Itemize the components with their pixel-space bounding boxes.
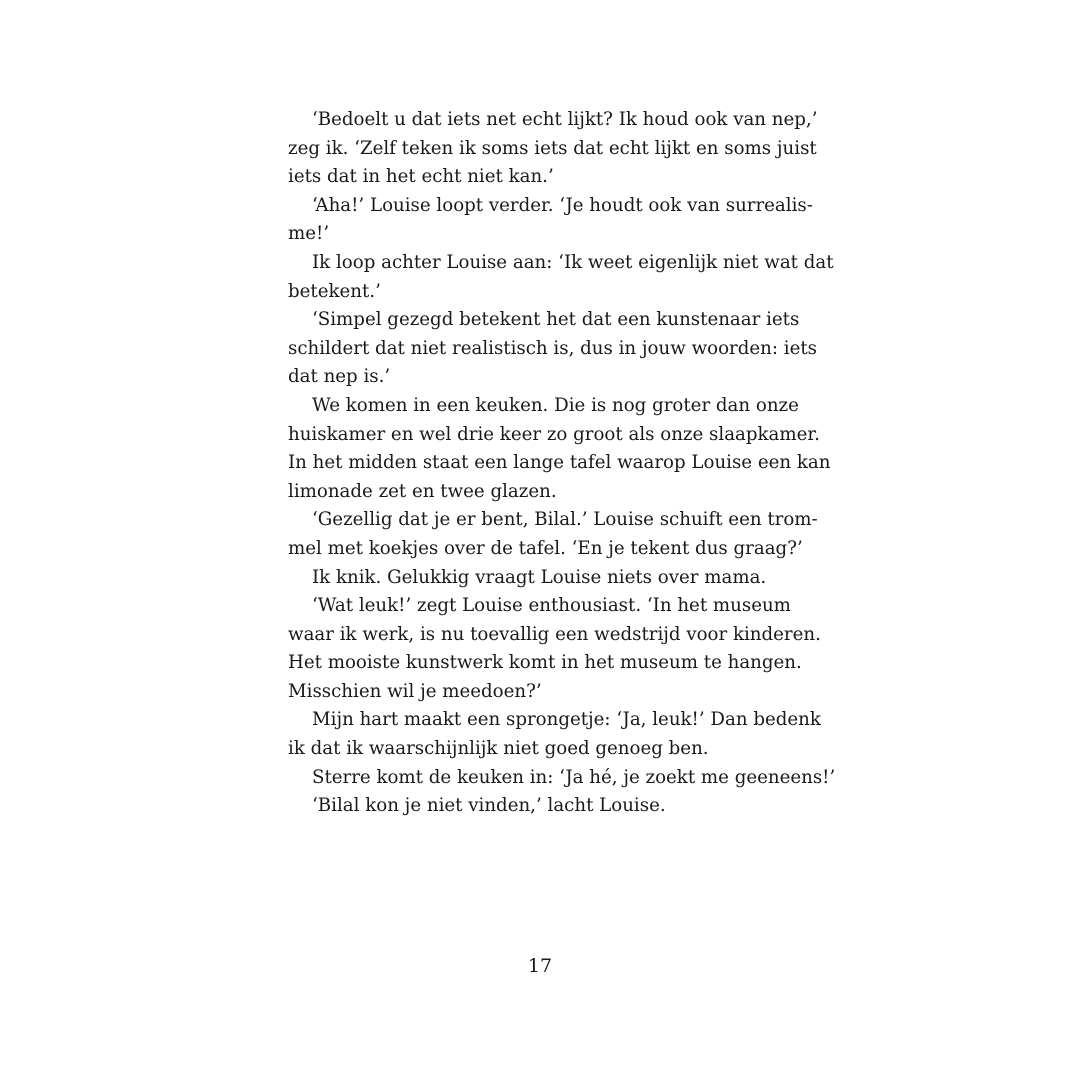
text-line: Het mooiste kunstwerk komt in het museum te hangen.: [288, 652, 802, 674]
text-line: Ik knik. Gelukkig vraagt Louise niets over mama.: [312, 566, 767, 588]
text-line: ‘Aha!’ Louise loopt verder. ‘Je houdt ook van surrealis-: [312, 194, 813, 216]
text-line: ‘Bedoelt u dat iets net echt lijkt? Ik houd ook van nep,’: [312, 109, 818, 130]
text-line: In het midden staat een lange tafel waarop Louise een kan: [288, 452, 831, 474]
text-line: limonade zet en twee glazen.: [288, 480, 557, 502]
text-line: Sterre komt de keuken in: ‘Ja hé, je zoekt me geeneens!’: [312, 766, 836, 788]
text-line: Misschien wil je meedoen?’: [288, 680, 542, 702]
text-line: mel met koekjes over de tafel. ‘En je tekent dus graag?’: [288, 537, 803, 559]
text-line: iets dat in het echt niet kan.’: [288, 166, 554, 188]
text-line: dat nep is.’: [288, 366, 391, 388]
text-line: ‘Simpel gezegd betekent het dat een kunstenaar iets: [312, 309, 800, 331]
text-line: ik dat ik waarschijnlijk niet goed genoeg ben.: [288, 738, 709, 760]
page-number: 17: [527, 955, 553, 977]
text-line: We komen in een keuken. Die is nog groter dan onze: [312, 394, 799, 416]
text-line: huiskamer en wel drie keer zo groot als onze slaapkamer.: [288, 423, 820, 445]
body-text: [288, 106, 836, 821]
text-line: zeg ik. ‘Zelf teken ik soms iets dat echt lijkt en soms juist: [288, 137, 817, 159]
text-line: ‘Bilal kon je niet vinden,’ lacht Louise.: [312, 795, 666, 817]
text-line: ‘Wat leuk!’ zegt Louise enthousiast. ‘In het museum: [312, 595, 791, 617]
text-line: Ik loop achter Louise aan: ‘Ik weet eigenlijk niet wat dat: [312, 251, 834, 273]
text-line: me!’: [288, 223, 330, 245]
text-line: waar ik werk, is nu toevallig een wedstrijd voor kinderen.: [288, 623, 821, 645]
text-line: betekent.’: [288, 280, 381, 302]
text-line: Mijn hart maakt een sprongetje: ‘Ja, leuk!’ Dan bedenk: [312, 709, 821, 731]
text-line: ‘Gezellig dat je er bent, Bilal.’ Louise schuift een trom-: [312, 509, 818, 531]
text-line: schildert dat niet realistisch is, dus in jouw woorden: iets: [288, 337, 817, 359]
